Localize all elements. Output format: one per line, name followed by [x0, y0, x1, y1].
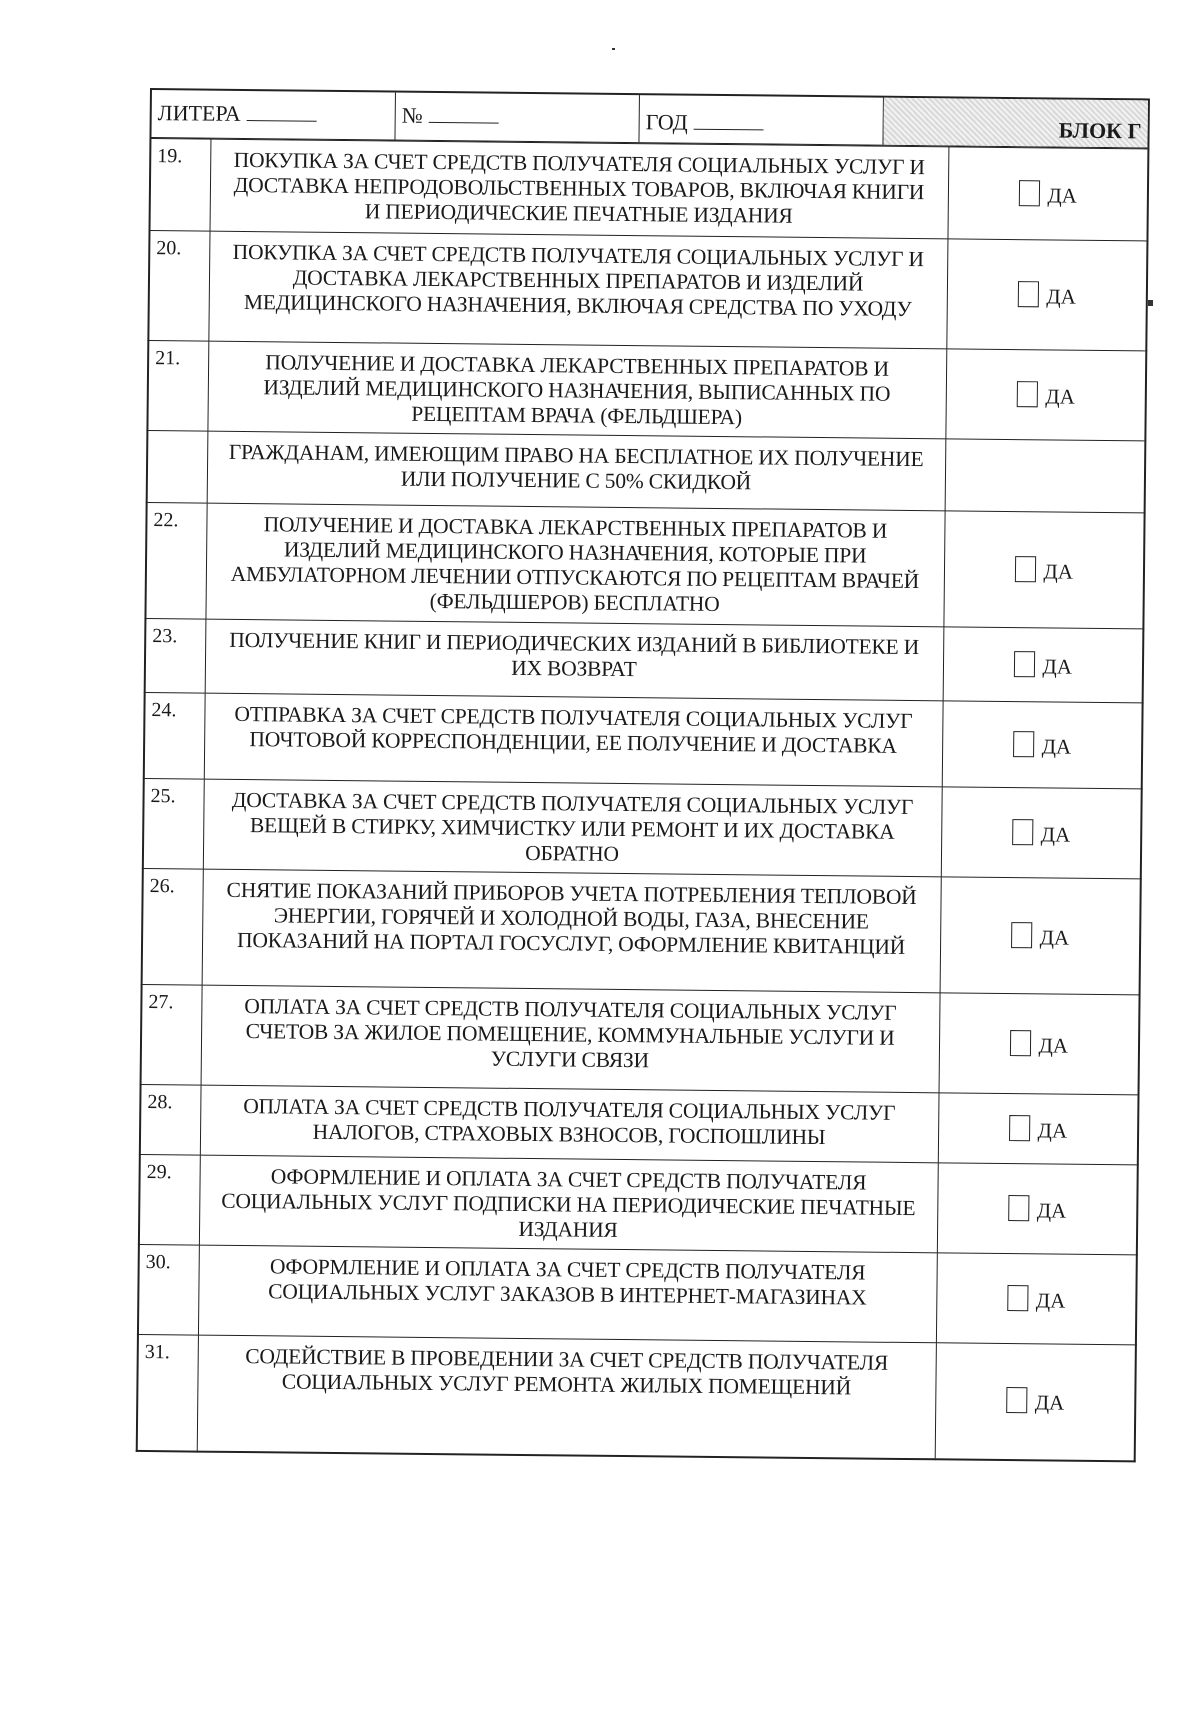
form-sheet — [136, 88, 1150, 1462]
table-row — [144, 692, 1143, 788]
service-description: ОПЛАТА ЗА СЧЕТ СРЕДСТВ ПОЛУЧАТЕЛЯ СОЦИАЛЬНЫХ УСЛУГ НАЛОГОВ, СТРАХОВЫХ ВЗНОСОВ, ГОСПОШЛИНЫ — [200, 1085, 939, 1163]
answer-cell — [936, 1253, 1137, 1345]
yes-label: ДА — [1034, 1390, 1065, 1415]
row-number: 28. — [140, 1084, 201, 1155]
yes-label: ДА — [1038, 1032, 1069, 1058]
yes-checkbox[interactable] — [1013, 651, 1034, 677]
answer-cell — [937, 1163, 1138, 1255]
year-label: ГОД — [645, 109, 688, 135]
yes-checkbox[interactable] — [1013, 731, 1034, 757]
answer-cell — [945, 349, 1146, 441]
yes-label: ДА — [1046, 283, 1076, 309]
year-cell — [639, 95, 883, 145]
table-row — [138, 1244, 1137, 1344]
answer-cell — [940, 877, 1141, 995]
row-number: 29. — [139, 1154, 200, 1245]
service-description: ОФОРМЛЕНИЕ И ОПЛАТА ЗА СЧЕТ СРЕДСТВ ПОЛУЧАТЕЛЯ СОЦИАЛЬНЫХ УСЛУГ ЗАКАЗОВ В ИНТЕРНЕТ-МАГАЗИНАХ — [198, 1245, 937, 1343]
table-row — [143, 778, 1142, 878]
yes-checkbox[interactable] — [1014, 556, 1035, 582]
answer-cell — [943, 511, 1144, 629]
row-number — [147, 430, 208, 503]
yes-checkbox[interactable] — [1009, 1115, 1030, 1141]
year-blank[interactable] — [694, 129, 764, 131]
block-cell — [883, 98, 1147, 148]
table-row — [147, 340, 1146, 440]
litera-cell — [151, 90, 395, 140]
row-number: 20. — [148, 231, 209, 342]
row-number: 31. — [137, 1334, 198, 1451]
service-description: ПОЛУЧЕНИЕ И ДОСТАВКА ЛЕКАРСТВЕННЫХ ПРЕПАРАТОВ И ИЗДЕЛИЙ МЕДИЦИНСКОГО НАЗНАЧЕНИЯ, КОТОРЫЕ ПРИ АМБУЛАТОРНОМ ЛЕЧЕНИИ ОТПУСКАЮТСЯ ПО РЕЦЕПТАМ ВРАЧЕЙ (ФЕЛЬДШЕРОВ) БЕСПЛАТНО — [205, 503, 944, 627]
block-label: БЛОК Г — [1058, 117, 1142, 144]
yes-label: ДА — [1042, 653, 1073, 679]
yes-label: ДА — [1043, 558, 1074, 584]
yes-label: ДА — [1036, 1197, 1067, 1223]
answer-cell — [947, 147, 1148, 241]
service-description: ОТПРАВКА ЗА СЧЕТ СРЕДСТВ ПОЛУЧАТЕЛЯ СОЦИАЛЬНЫХ УСЛУГ ПОЧТОВОЙ КОРРЕСПОНДЕНЦИИ, ЕЕ ПОЛУЧЕНИЕ И ДОСТАВКА — [204, 693, 943, 787]
row-number: 23. — [145, 618, 206, 693]
row-number: 26. — [142, 868, 203, 985]
service-description: ДОСТАВКА ЗА СЧЕТ СРЕДСТВ ПОЛУЧАТЕЛЯ СОЦИАЛЬНЫХ УСЛУГ ВЕЩЕЙ В СТИРКУ, ХИМЧИСТКУ ИЛИ РЕМОНТ И ИХ ДОСТАВКА ОБРАТНО — [203, 779, 942, 877]
number-cell — [395, 93, 639, 143]
answer-cell — [946, 239, 1147, 351]
yes-label: ДА — [1037, 1117, 1068, 1143]
scan-speck — [1148, 300, 1153, 306]
yes-label: ДА — [1047, 182, 1078, 208]
service-description: ОФОРМЛЕНИЕ И ОПЛАТА ЗА СЧЕТ СРЕДСТВ ПОЛУЧАТЕЛЯ СОЦИАЛЬНЫХ УСЛУГ ПОДПИСКИ НА ПЕРИОДИЧЕСКИЕ ПЕЧАТНЫЕ ИЗДАНИЯ — [199, 1155, 938, 1253]
yes-checkbox[interactable] — [1011, 922, 1032, 948]
yes-checkbox[interactable] — [1007, 1285, 1028, 1311]
row-number: 30. — [138, 1244, 199, 1335]
service-description: ОПЛАТА ЗА СЧЕТ СРЕДСТВ ПОЛУЧАТЕЛЯ СОЦИАЛЬНЫХ УСЛУГ СЧЕТОВ ЗА ЖИЛОЕ ПОМЕЩЕНИЕ, КОММУНАЛЬНЫЕ УСЛУГИ И УСЛУГИ СВЯЗИ — [201, 985, 940, 1093]
table-row — [150, 139, 1149, 241]
answer-cell — [941, 787, 1142, 879]
answer-cell — [938, 1093, 1139, 1165]
table-row — [137, 1334, 1136, 1460]
service-description: ПОЛУЧЕНИЕ И ДОСТАВКА ЛЕКАРСТВЕННЫХ ПРЕПАРАТОВ И ИЗДЕЛИЙ МЕДИЦИНСКОГО НАЗНАЧЕНИЯ, ВЫПИСАННЫХ ПО РЕЦЕПТАМ ВРАЧА (ФЕЛЬДШЕРА) — [207, 341, 946, 439]
yes-label: ДА — [1039, 924, 1070, 950]
service-description: СОДЕЙСТВИЕ В ПРОВЕДЕНИИ ЗА СЧЕТ СРЕДСТВ ПОЛУЧАТЕЛЯ СОЦИАЛЬНЫХ УСЛУГ РЕМОНТА ЖИЛЫХ ПОМЕЩЕНИЙ — [197, 1335, 936, 1459]
table-row — [140, 1084, 1139, 1164]
services-table — [136, 138, 1150, 1462]
service-description: ГРАЖДАНАМ, ИМЕЮЩИМ ПРАВО НА БЕСПЛАТНОЕ ИХ ПОЛУЧЕНИЕ ИЛИ ПОЛУЧЕНИЕ С 50% СКИДКОЙ — [207, 431, 946, 511]
yes-label: ДА — [1041, 733, 1072, 759]
answer-cell — [942, 701, 1143, 789]
answer-cell — [935, 1343, 1136, 1461]
yes-checkbox[interactable] — [1012, 819, 1033, 845]
number-blank[interactable] — [429, 122, 499, 124]
table-row — [148, 231, 1147, 351]
yes-checkbox[interactable] — [1006, 1387, 1027, 1413]
row-number: 21. — [147, 340, 208, 431]
service-description: ПОКУПКА ЗА СЧЕТ СРЕДСТВ ПОЛУЧАТЕЛЯ СОЦИАЛЬНЫХ УСЛУГ И ДОСТАВКА ЛЕКАРСТВЕННЫХ ПРЕПАРАТОВ И ИЗДЕЛИЙ МЕДИЦИНСКОГО НАЗНАЧЕНИЯ, ВКЛЮЧАЯ СРЕДСТВА ПО УХОДУ — [208, 231, 947, 349]
service-description: ПОКУПКА ЗА СЧЕТ СРЕДСТВ ПОЛУЧАТЕЛЯ СОЦИАЛЬНЫХ УСЛУГ И ДОСТАВКА НЕПРОДОВОЛЬСТВЕННЫХ ТОВАРОВ, ВКЛЮЧАЯ КНИГИ И ПЕРИОДИЧЕСКИЕ ПЕЧАТНЫЕ ИЗДАНИЯ — [210, 139, 949, 239]
table-row — [139, 1154, 1138, 1254]
row-number: 19. — [150, 139, 211, 232]
yes-checkbox[interactable] — [1009, 1030, 1030, 1056]
answer-cell — [939, 993, 1140, 1095]
service-description: ПОЛУЧЕНИЕ КНИГ И ПЕРИОДИЧЕСКИХ ИЗДАНИЙ В БИБЛИОТЕКЕ И ИХ ВОЗВРАТ — [205, 619, 944, 701]
litera-blank[interactable] — [247, 120, 317, 122]
yes-label: ДА — [1035, 1287, 1066, 1313]
row-number: 27. — [141, 984, 202, 1085]
answer-cell — [943, 627, 1144, 703]
row-number: 24. — [144, 692, 205, 779]
yes-label: ДА — [1045, 383, 1075, 409]
table-row — [145, 618, 1144, 702]
litera-label: ЛИТЕРА — [157, 100, 241, 126]
yes-label: ДА — [1040, 821, 1071, 847]
scan-speck — [612, 48, 615, 50]
row-number: 25. — [143, 778, 204, 869]
table-row — [147, 430, 1146, 512]
yes-checkbox[interactable] — [1018, 180, 1039, 206]
yes-checkbox[interactable] — [1017, 281, 1038, 307]
table-row — [141, 984, 1140, 1094]
service-description: СНЯТИЕ ПОКАЗАНИЙ ПРИБОРОВ УЧЕТА ПОТРЕБЛЕНИЯ ТЕПЛОВОЙ ЭНЕРГИИ, ГОРЯЧЕЙ И ХОЛОДНОЙ ВОДЫ, ГАЗА, ВНЕСЕНИЕ ПОКАЗАНИЙ НА ПОРТАЛ ГОСУСЛУГ, ОФОРМЛЕНИЕ КВИТАНЦИЙ — [202, 869, 941, 993]
answer-cell — [945, 439, 1146, 513]
table-row — [145, 502, 1144, 628]
row-number: 22. — [145, 502, 206, 619]
yes-checkbox[interactable] — [1008, 1195, 1029, 1221]
number-label: № — [401, 102, 423, 128]
yes-checkbox[interactable] — [1016, 381, 1037, 407]
table-row — [142, 868, 1141, 994]
